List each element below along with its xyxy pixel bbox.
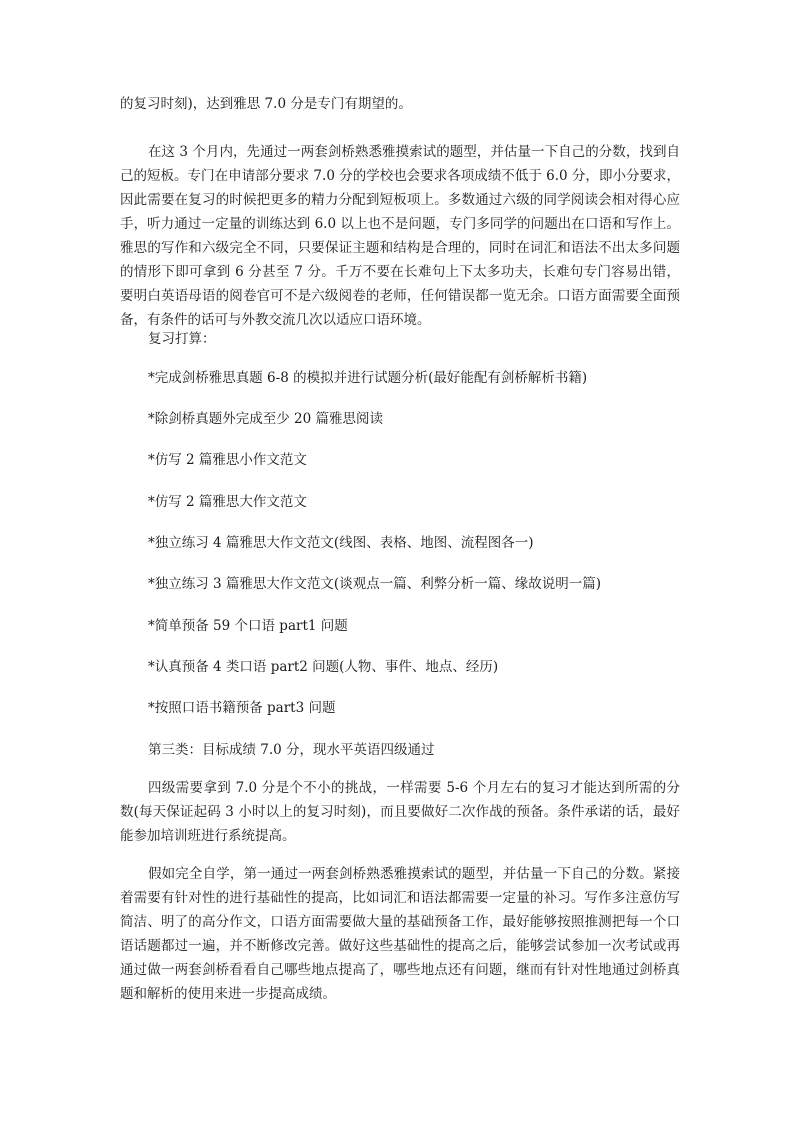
paragraph-1: 在这 3 个月内，先通过一两套剑桥熟悉雅摸索试的题型，并估量一下自己的分数，找到自己的短板。专门在申请部分要求 7.0 分的学校也会要求各项成绩不低于 6.0 分，即小分要求，因此需要在复习的时候把更多的精力分配到短板项上。多数通过六级的同学阅读会相对得心应手，听力通过一定量的训练达到 6.0 以上也不是问题，专门多同学的问题出在口语和写作上。雅思的写作和六级完全不同，只要保证主题和结构是合理的，同时在词汇和语法不出太多问题的情形下即可拿到 6 分甚至 7 分。千万不要在长难句上下太多功夫，长难句专门容易出错，要明白英语母语的阅卷官可不是六级阅卷的老师，任何错误都一览无余。口语方面需要全面预备，有条件的话可与外教交流几次以适应口语环境。 bbox=[120, 144, 680, 328]
category-heading: 第三类：目标成绩 7.0 分，现水平英语四级通过 bbox=[148, 742, 435, 758]
plan-item: *完成剑桥雅思真题 6-8 的模拟并进行试题分析(最好能配有剑桥解析书籍) bbox=[148, 370, 588, 386]
paragraph-2: 四级需要拿到 7.0 分是个不小的挑战，一样需要 5-6 个月左右的复习才能达到所需的分数(每天保证起码 3 小时以上的复习时刻)，而且要做好二次作战的预备。条件承诺的话，最好能参加培训班进行系统提高。 bbox=[120, 780, 680, 844]
plan-item: *独立练习 3 篇雅思大作文范文(谈观点一篇、利弊分析一篇、缘故说明一篇) bbox=[148, 576, 601, 592]
plan-heading: 复习打算： bbox=[148, 331, 216, 347]
plan-item: *独立练习 4 篇雅思大作文范文(线图、表格、地图、流程图各一) bbox=[148, 535, 534, 551]
plan-item: *简单预备 59 个口语 part1 问题 bbox=[148, 618, 348, 634]
plan-item: *按照口语书籍预备 part3 问题 bbox=[148, 700, 336, 716]
plan-item: *仿写 2 篇雅思小作文范文 bbox=[148, 452, 307, 468]
paragraph-3: 假如完全自学，第一通过一两套剑桥熟悉雅摸索试的题型，并估量一下自己的分数。紧接着需要有针对性的进行基础性的提高，比如词汇和语法都需要一定量的补习。写作多注意仿写简洁、明了的高分作文，口语方面需要做大量的基础预备工作，最好能够按照推测把每一个口语话题都过一遍，并不断修改完善。做好这些基础性的提高之后，能够尝试参加一次考试或再通过做一两套剑桥看看自己哪些地点提高了，哪些地点还有问题，继而有针对性地通过剑桥真题和解析的使用来进一步提高成绩。 bbox=[120, 866, 680, 1002]
plan-item: *除剑桥真题外完成至少 20 篇雅思阅读 bbox=[148, 411, 384, 427]
plan-item: *仿写 2 篇雅思大作文范文 bbox=[148, 494, 307, 510]
intro-tail-text: 的复习时刻)，达到雅思 7.0 分是专门有期望的。 bbox=[120, 96, 412, 112]
plan-item: *认真预备 4 类口语 part2 问题(人物、事件、地点、经历) bbox=[148, 659, 499, 675]
